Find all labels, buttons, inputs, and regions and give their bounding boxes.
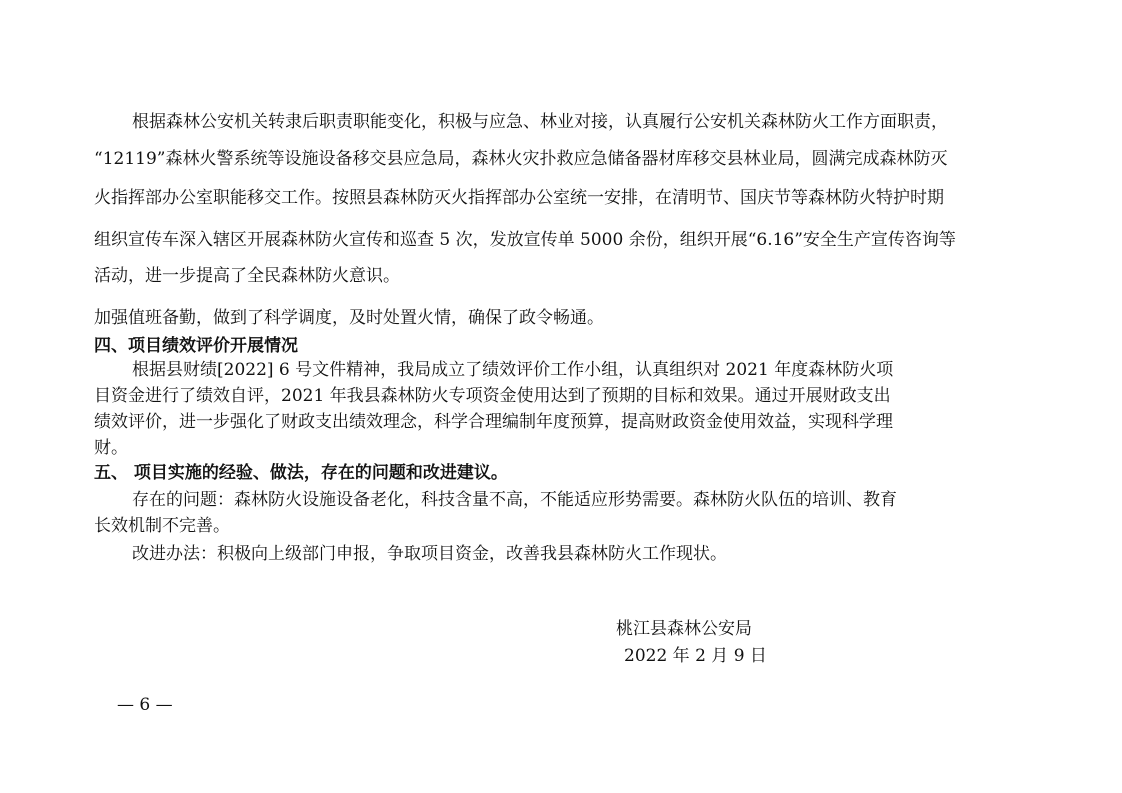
para1-line-2: “12119”森林火警系统等设施设备移交县应急局，森林火灾扑救应急储备器材库移交县林业局，圆满完成森林防灭 bbox=[94, 149, 948, 169]
para1-line-4: 组织宣传车深入辖区开展森林防火宣传和巡查 5 次，发放宣传单 5000 余份，组织开展“6.16”安全生产宣传咨询等 bbox=[94, 230, 956, 250]
para3-line-2: 目资金进行了绩效自评，2021 年我县森林防火专项资金使用达到了预期的目标和效果。通过开展财政支出 bbox=[94, 386, 891, 406]
section-heading-4: 四、项目绩效评价开展情况 bbox=[94, 336, 298, 356]
para2: 加强值班备勤，做到了科学调度，及时处置火情，确保了政令畅通。 bbox=[94, 308, 604, 328]
para3-line-1: 根据县财绩[2022] 6 号文件精神，我局成立了绩效评价工作小组，认真组织对 2021 年度森林防火项 bbox=[132, 360, 894, 380]
section-heading-5: 五、 项目实施的经验、做法，存在的问题和改进建议。 bbox=[94, 463, 508, 483]
para4-line-1: 存在的问题：森林防火设施设备老化，科技含量不高，不能适应形势需要。森林防火队伍的培训、教育 bbox=[132, 490, 897, 510]
signature-date: 2022 年 2 月 9 日 bbox=[624, 646, 767, 666]
para3-line-3: 绩效评价，进一步强化了财政支出绩效理念，科学合理编制年度预算，提高财政资金使用效益，实现科学理 bbox=[94, 412, 893, 432]
para5: 改进办法：积极向上级部门申报，争取项目资金，改善我县森林防火工作现状。 bbox=[132, 544, 727, 564]
para4-line-2: 长效机制不完善。 bbox=[94, 516, 230, 536]
para1-line-5: 活动，进一步提高了全民森林防火意识。 bbox=[94, 266, 400, 286]
para1-line-1: 根据森林公安机关转隶后职责职能变化，积极与应急、林业对接，认真履行公安机关森林防火工作方面职责， bbox=[132, 112, 948, 132]
signature-org: 桃江县森林公安局 bbox=[616, 619, 752, 639]
page-number: — 6 — bbox=[117, 695, 173, 715]
para1-line-3: 火指挥部办公室职能移交工作。按照县森林防灭火指挥部办公室统一安排，在清明节、国庆节等森林防火特护时期 bbox=[94, 188, 944, 208]
para3-line-4: 财。 bbox=[94, 438, 128, 458]
